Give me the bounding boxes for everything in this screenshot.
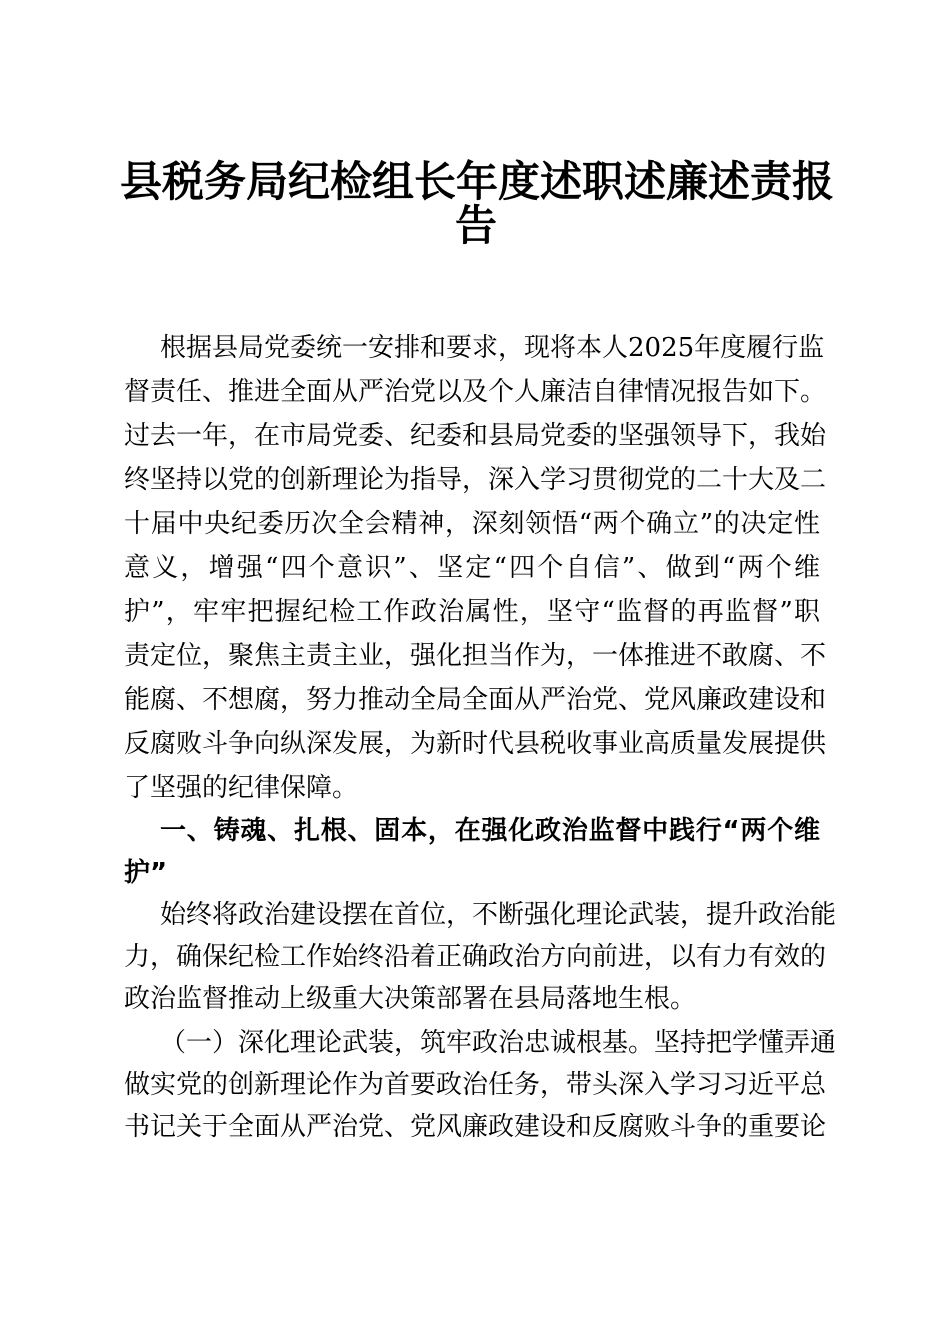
text-line: 终坚持以党的创新理论为指导，深入学习贯彻党的二十大及二 (124, 465, 827, 495)
text-line: 能腐、不想腐，努力推动全局全面从严治党、党风廉政建设和 (124, 685, 827, 715)
text-line: 反腐败斗争向纵深发展，为新时代县税收事业高质量发展提供 (124, 729, 827, 759)
title-line: 县税务局纪检组长年度述职述廉述责报 (120, 157, 835, 206)
text-line: 过去一年，在市局党委、纪委和县局党委的坚强领导下，我始 (124, 421, 827, 451)
title-line: 告 (454, 201, 497, 250)
document-title (120, 157, 835, 250)
text-line: 力，确保纪检工作始终沿着正确政治方向前进，以有力有效的 (124, 942, 827, 972)
body-paragraph (124, 894, 837, 1020)
text-line: 始终将政治建设摆在首位，不断强化理论武装，提升政治能 (160, 900, 837, 930)
section-heading (124, 810, 820, 894)
text-line: 督责任、推进全面从严治党以及个人廉洁自律情况报告如下。 (124, 377, 827, 407)
text-line: 护”，牢牢把握纪检工作政治属性，坚守“监督的再监督”职 (124, 597, 820, 627)
intro-paragraph (124, 326, 827, 810)
body-paragraph (124, 1022, 837, 1148)
heading-line: 一、铸魂、扎根、固本，在强化政治监督中践行“两个维 (160, 816, 820, 846)
heading-line: 护” (124, 858, 168, 888)
text-line: 意义，增强“四个意识”、坚定“四个自信”、做到“两个维 (124, 553, 820, 583)
text-line: 责定位，聚焦主责主业，强化担当作为，一体推进不敢腐、不 (124, 641, 827, 671)
text-line: 政治监督推动上级重大决策部署在县局落地生根。 (124, 984, 697, 1014)
text-line: 书记关于全面从严治党、党风廉政建设和反腐败斗争的重要论 (124, 1112, 827, 1142)
text-line: 根据县局党委统一安排和要求，现将本人2025年度履行监 (160, 333, 825, 363)
text-line: 做实党的创新理论作为首要政治任务，带头深入学习习近平总 (124, 1070, 827, 1100)
text-line: （一）深化理论武装，筑牢政治忠诚根基。坚持把学懂弄通 (160, 1028, 837, 1058)
text-line: 十届中央纪委历次全会精神，深刻领悟“两个确立”的决定性 (124, 509, 820, 539)
text-line: 了坚强的纪律保障。 (124, 773, 359, 803)
document-body (124, 326, 837, 1148)
